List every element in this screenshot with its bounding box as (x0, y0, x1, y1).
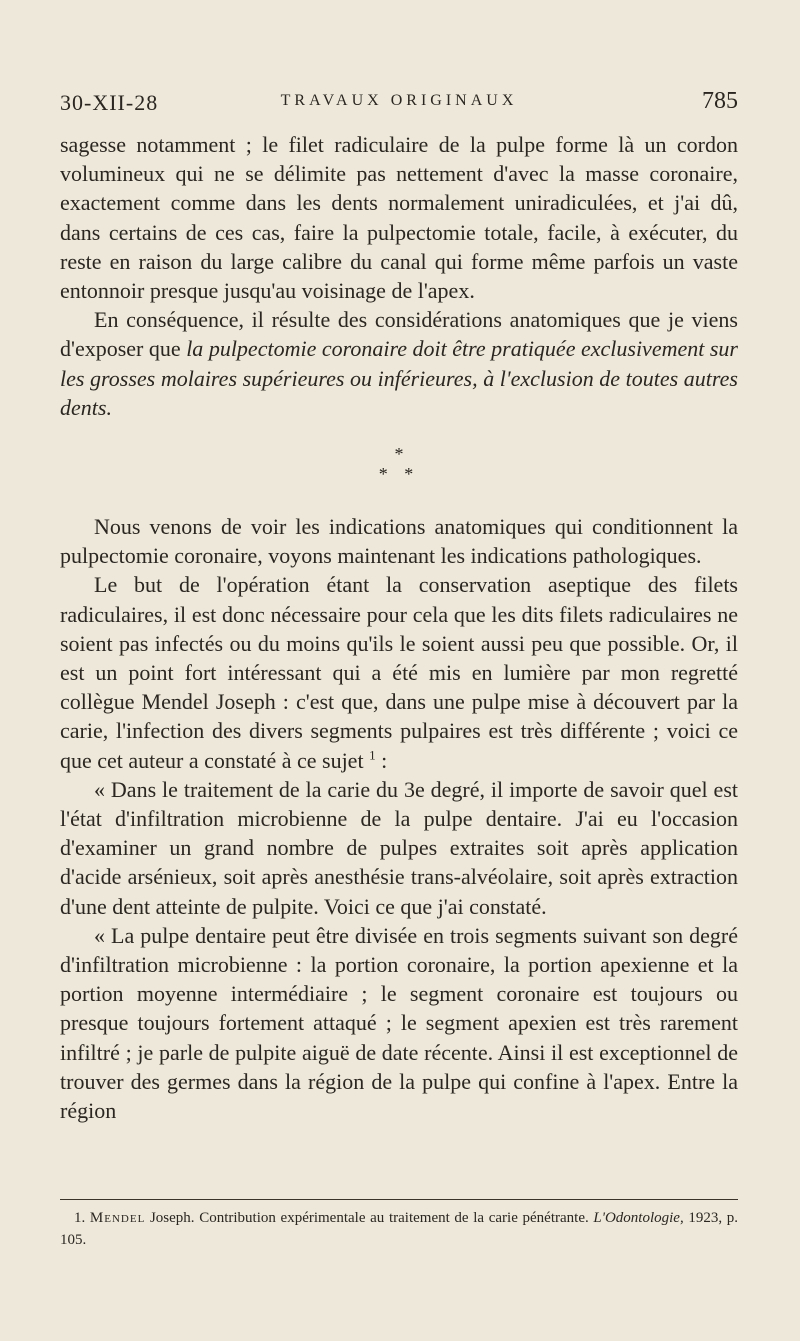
footnote-tail: , 1923, p. 105. (60, 1210, 739, 1248)
paragraph-text: : (375, 747, 388, 773)
issue-date: 30-XII-28 (60, 90, 159, 115)
asterism-bottom: * * (378, 464, 420, 485)
paragraph (60, 921, 738, 1125)
footnote-author: Mendel (89, 1210, 146, 1226)
paragraph (60, 305, 738, 422)
footnote-reference: 1 (369, 747, 376, 763)
asterism-top: * (394, 444, 404, 465)
running-header (60, 88, 738, 122)
paragraph-text: « Dans le traitement de la carie du 3e degré, il importe de savoir quel est l'état d'infiltration microbienne de la pulpe dentaire. J'ai eu l'occasion d'examiner un grand nombre de pulpes extraites soit après application d'acide arsénieux, soit après anesthésie trans-alvéolaire, soit après extraction d'une dent atteinte de pulpite. Voici ce que j'ai constaté. (60, 776, 738, 919)
footnote-divider (60, 1199, 738, 1200)
footnote-number: 1. (74, 1210, 86, 1226)
paragraph-text: Le but de l'opération étant la conservation aseptique des filets radiculaires, il est donc nécessaire pour cela que les dits filets radiculaires ne soient pas infectés ou du moins qu'ils le soient aussi peu que possible. Or, il est un point fort intéressant qui a été mis en lumière par mon regretté collègue Mendel Joseph : c'est que, dans une pulpe mise à découvert par la carie, l'infection des divers segments pulpaires est très différente ; voici ce que cet auteur a constaté à ce sujet (60, 572, 738, 773)
paragraph (60, 512, 738, 570)
paragraph-text: sagesse notamment ; le filet radiculaire de la pulpe forme là un cordon volumineux qui ne se délimite pas nettement d'avec la masse coronaire, exactement comme dans les dents normalement uniradiculées, et j'ai dû, dans certains de ces cas, faire la pulpectomie totale, facile, à exécuter, du reste en raison du large calibre du canal qui forme même parfois un vaste entonnoir presque jusqu'au voisinage de l'apex. (60, 132, 738, 304)
body-text (60, 130, 738, 1125)
paragraph (60, 775, 738, 921)
footnote-journal: L'Odontologie (593, 1210, 680, 1226)
paragraph-text: « La pulpe dentaire peut être divisée en trois segments suivant son degré d'infiltration microbienne : la portion coronaire, la portion apexienne et la portion moyenne intermédiaire ; le segment coronaire est toujours ou presque toujours fortement attaqué ; le segment apexien est très rarement infiltré ; je parle de pulpite aiguë de date récente. Ainsi il est exceptionnel de trouver des germes dans la région de la pulpe qui confine à l'apex. Entre la région (60, 922, 738, 1124)
footnote-text: Joseph. Contribution expérimentale au traitement de la carie pénétrante. (145, 1210, 594, 1226)
paragraph-text: Nous venons de voir les indications anatomiques qui conditionnent la pulpectomie coronaire, voyons maintenant les indications pathologiques. (60, 514, 738, 569)
footnote (60, 1207, 738, 1251)
asterism-separator (60, 444, 738, 484)
page-number: 785 (702, 88, 738, 114)
section-title: TRAVAUX ORIGINAUX (280, 92, 518, 109)
paragraph-text: En conséquence, il résulte des considérations anatomiques que je viens d'exposer que (60, 307, 738, 362)
emphasized-text: la pulpectomie coronaire doit être pratiquée exclusivement sur les grosses molaires supérieures ou inférieures, à l'exclusion de toutes autres dents. (60, 336, 738, 420)
paragraph (60, 570, 738, 774)
paragraph (60, 130, 738, 305)
